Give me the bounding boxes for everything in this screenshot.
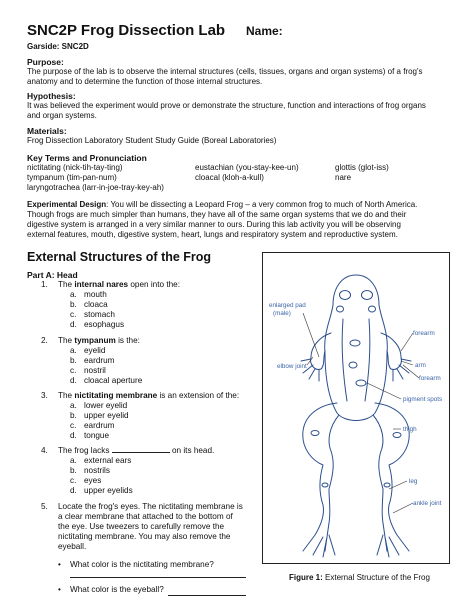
materials-text: Frog Dissection Laboratory Student Study Guide (Boreal Laboratories) — [27, 136, 277, 145]
term-eustachian: eustachian (you-stay-kee-un) — [195, 163, 299, 172]
label-forearm-1: forearm — [413, 330, 435, 337]
q4-pre: The frog lacks — [58, 446, 112, 455]
q1-option-b-letter: b. — [70, 300, 77, 309]
design-line-1-text: : You will be dissecting a Leopard Frog – a very common frog to much of North America. — [106, 200, 418, 209]
design-line-1 — [27, 200, 417, 210]
frog-left-dorsal-fold — [342, 319, 347, 401]
q5-line-4: nictitating membrane. You may also remove the — [58, 532, 231, 541]
question-3-number: 3. — [41, 391, 48, 400]
leader-enlarged-pad — [303, 313, 319, 357]
q3-bold: nictitating membrane — [74, 391, 158, 400]
q4-option-d-letter: d. — [70, 486, 77, 495]
q3-option-a-letter: a. — [70, 401, 77, 410]
pigment-spot — [393, 433, 401, 438]
part-a-heading: Part A: Head — [27, 270, 78, 280]
question-3 — [58, 391, 239, 401]
label-pigment-spots: pigment spots — [403, 396, 443, 403]
label-ankle-joint: ankle joint — [413, 500, 442, 507]
term-laryngotrachea: laryngotrachea (larr-in-joe-tray-key-ah) — [27, 183, 164, 192]
q4-option-c-letter: c. — [70, 476, 77, 485]
frog-right-arm — [381, 333, 401, 369]
figure-frame — [262, 252, 450, 564]
q5-line-2: a clear membrane that attached to the bottom of — [58, 512, 233, 521]
q4-option-a-letter: a. — [70, 456, 77, 465]
pigment-spot — [350, 340, 360, 346]
design-line-3: digestive system is arranged in a very similar manner to ours. During this lab activity you will be observing — [27, 220, 401, 229]
q2-option-b: eardrum — [84, 356, 115, 365]
frog-left-tympanum — [337, 306, 344, 312]
purpose-line-1: The purpose of the lab is to observe the internal structures (cells, tissues, organs and organ systems) of a frog's — [27, 67, 423, 76]
purpose-line-2: anatomy and to determine the function of those internal structures. — [27, 77, 263, 86]
question-1-number: 1. — [41, 280, 48, 289]
question-5-number: 5. — [41, 502, 48, 511]
bullet-icon: • — [58, 560, 61, 569]
q1-post: open into the: — [128, 280, 180, 289]
label-leg: leg — [409, 478, 418, 485]
q3-post: is an extension of the: — [157, 391, 240, 400]
section-title: External Structures of the Frog — [27, 250, 212, 264]
term-nictitating: nictitating (nick-tih-tay-ting) — [27, 163, 123, 172]
materials-heading: Materials: — [27, 126, 67, 136]
q2-pre: The — [58, 336, 75, 345]
q5-bullet-1: What color is the nictitating membrane? — [70, 560, 214, 569]
question-2-number: 2. — [41, 336, 48, 345]
q1-pre: The — [58, 280, 75, 289]
frog-right-tympanum — [369, 306, 376, 312]
q2-option-a-letter: a. — [70, 346, 77, 355]
q4-option-c: eyes — [84, 476, 102, 485]
q3-option-a: lower eyelid — [84, 401, 128, 410]
q3-option-d-letter: d. — [70, 431, 77, 440]
q2-option-c: nostril — [84, 366, 106, 375]
purpose-heading: Purpose: — [27, 57, 64, 67]
label-thigh: thigh — [403, 426, 417, 433]
frog-left-foot — [313, 415, 339, 557]
pigment-spot — [311, 431, 319, 436]
term-nare: nare — [335, 173, 352, 182]
question-1 — [58, 280, 180, 290]
pigment-spot — [322, 483, 328, 487]
q4-option-b-letter: b. — [70, 466, 77, 475]
q1-option-b: cloaca — [84, 300, 108, 309]
q2-bold: tympanum — [74, 336, 116, 345]
q3-option-b: upper eyelid — [84, 411, 129, 420]
label-male: (male) — [273, 310, 291, 317]
leader-forearm-1 — [401, 333, 413, 351]
name-label: Name: — [246, 24, 283, 38]
q5-bullet-2: What color is the eyeball? — [70, 585, 164, 594]
figure-caption-label: Figure 1: — [289, 573, 323, 582]
hypothesis-line-1: It was believed the experiment would prove or demonstrate the structure, function and interactions of frog organs — [27, 101, 426, 110]
school-label: Garside: SNC2D — [27, 42, 89, 51]
frog-right-eye — [362, 291, 373, 300]
q5-line-3: the eye. Use tweezers to carefully remove the — [58, 522, 225, 531]
q3-pre: The — [58, 391, 75, 400]
leader-elbow-joint — [307, 357, 313, 365]
frog-left-eye — [340, 291, 351, 300]
q4-option-b: nostrils — [84, 466, 110, 475]
design-line-2: Though frogs are much simpler than humans, they have all of the same organ systems that we do and their — [27, 210, 407, 219]
q2-option-c-letter: c. — [70, 366, 77, 375]
q2-post: is the: — [115, 336, 140, 345]
page-title: SNC2P Frog Dissection Lab — [27, 22, 226, 39]
terms-heading: Key Terms and Pronunciation — [27, 153, 147, 163]
hypothesis-heading: Hypothesis: — [27, 91, 76, 101]
term-tympanum: tympanum (tim-pan-num) — [27, 173, 117, 182]
frog-diagram — [263, 253, 449, 563]
label-forearm-2: forearm — [419, 375, 441, 382]
label-elbow-joint: elbow joint — [277, 363, 307, 370]
q1-option-d-letter: d. — [70, 320, 77, 329]
q1-option-c: stomach — [84, 310, 115, 319]
hypothesis-line-2: and organ systems. — [27, 111, 97, 120]
q5-answer-line-2[interactable] — [168, 586, 246, 596]
figure-caption — [289, 573, 430, 582]
q4-post: on its head. — [169, 446, 215, 455]
question-2 — [58, 336, 140, 346]
q3-option-b-letter: b. — [70, 411, 77, 420]
q1-option-a: mouth — [84, 290, 107, 299]
q5-answer-line-1[interactable] — [70, 568, 246, 578]
frog-body-outline — [325, 275, 388, 421]
term-cloacal: cloacal (kloh-a-kull) — [195, 173, 264, 182]
term-glottis: glottis (glot-iss) — [335, 163, 389, 172]
label-arm: arm — [415, 362, 426, 369]
pigment-spot — [384, 483, 390, 487]
frog-right-dorsal-fold — [365, 319, 370, 401]
q3-option-c: eardrum — [84, 421, 115, 430]
frog-right-hand — [393, 359, 411, 381]
q2-option-a: eyelid — [84, 346, 106, 355]
q4-option-a: external ears — [84, 456, 132, 465]
pigment-spot — [356, 380, 366, 386]
q5-line-5: eyeball. — [58, 542, 87, 551]
frog-left-arm — [311, 333, 331, 369]
design-line-4: external features, mouth, digestive system, heart, lungs and respiratory system and reproductive system. — [27, 230, 398, 239]
pigment-spot — [349, 362, 357, 368]
figure-caption-text: External Structure of the Frog — [322, 573, 430, 582]
question-4-number: 4. — [41, 446, 48, 455]
q4-option-d: upper eyelids — [84, 486, 133, 495]
q1-option-c-letter: c. — [70, 310, 77, 319]
q1-bold: internal nares — [74, 280, 129, 289]
bullet-icon: • — [58, 585, 61, 594]
q1-option-a-letter: a. — [70, 290, 77, 299]
question-4 — [58, 446, 214, 456]
q3-option-c-letter: c. — [70, 421, 77, 430]
q3-option-d: tongue — [84, 431, 110, 440]
q2-option-d-letter: d. — [70, 376, 77, 385]
leader-arm — [401, 361, 413, 365]
design-heading: Experimental Design — [27, 200, 107, 209]
leader-ankle-joint — [393, 503, 413, 513]
q1-option-d: esophagus — [84, 320, 125, 329]
q5-line-1: Locate the frog's eyes. The nictitating membrane is — [58, 502, 243, 511]
q2-option-d: cloacal aperture — [84, 376, 143, 385]
q4-answer-blank[interactable] — [112, 452, 170, 453]
q2-option-b-letter: b. — [70, 356, 77, 365]
label-enlarged-pad: enlarged pad — [269, 302, 306, 309]
